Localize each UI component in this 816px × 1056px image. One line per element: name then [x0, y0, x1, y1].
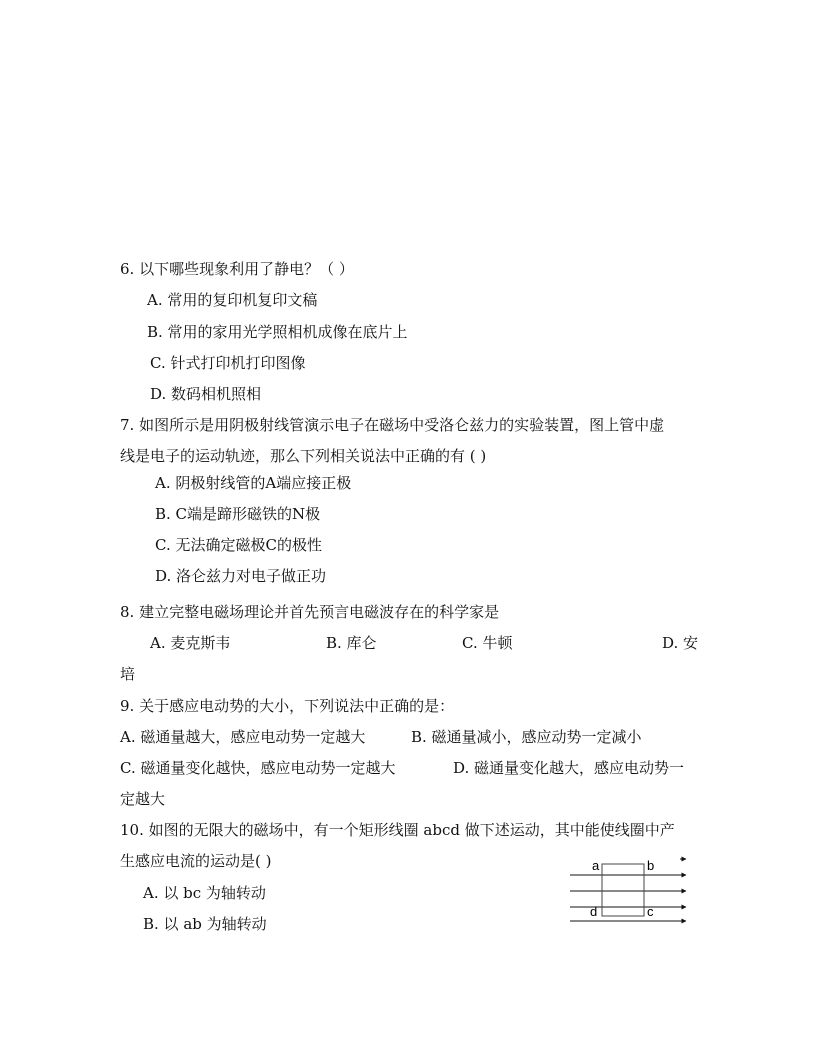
- q6-option-c: C. 针式打印机打印图像: [150, 354, 306, 372]
- q9-option-c: C. 磁通量变化越快，感应电动势一定越大: [120, 759, 396, 777]
- q6-option-b: B. 常用的家用光学照相机成像在底片上: [147, 323, 408, 341]
- q9-option-b: B. 磁通量减小，感应动势一定减小: [411, 728, 642, 746]
- q6-option-d: D. 数码相机照相: [150, 385, 262, 403]
- label-a: a: [592, 858, 600, 873]
- label-d: d: [590, 904, 598, 919]
- q8-option-a: A. 麦克斯韦: [150, 634, 231, 652]
- label-b: b: [647, 858, 655, 873]
- coil-in-magnetic-field-figure: [568, 852, 690, 926]
- q10-stem-line2: 生感应电流的运动是( ): [120, 852, 272, 870]
- q8-stem: 8. 建立完整电磁场理论并首先预言电磁波存在的科学家是: [120, 603, 500, 621]
- q10-option-a: A. 以 bc 为轴转动: [143, 884, 266, 902]
- q8-option-d-cont: 培: [120, 665, 136, 683]
- q8-option-b: B. 库仑: [326, 634, 377, 652]
- q7-option-b: B. C端是蹄形磁铁的N极: [155, 505, 321, 523]
- q10-option-b: B. 以 ab 为轴转动: [143, 915, 267, 933]
- q9-stem: 9. 关于感应电动势的大小，下列说法中正确的是：: [120, 697, 455, 715]
- q7-option-a: A. 阴极射线管的A端应接正极: [155, 474, 352, 492]
- label-c: c: [647, 904, 654, 919]
- q7-option-c: C. 无法确定磁极C的极性: [155, 536, 322, 554]
- q6-stem: 6. 以下哪些现象利用了静电？（ ）: [120, 260, 354, 278]
- q7-option-d: D. 洛仑兹力对电子做正功: [155, 567, 327, 585]
- coil-abcd: [602, 864, 644, 916]
- q8-option-d: D. 安: [662, 634, 699, 652]
- q7-stem-line2: 线是电子的运动轨迹，那么下列相关说法中正确的有 ( ): [120, 447, 487, 465]
- q8-option-c: C. 牛顿: [462, 634, 513, 652]
- q9-option-d: D. 磁通量变化越大，感应电动势一: [453, 759, 685, 777]
- q9-option-d-cont: 定越大: [120, 790, 166, 808]
- q7-stem-line1: 7. 如图所示是用阴极射线管演示电子在磁场中受洛仑兹力的实验装置，图上管中虚: [120, 416, 665, 434]
- q6-option-a: A. 常用的复印机复印文稿: [147, 291, 318, 309]
- q9-option-a: A. 磁通量越大，感应电动势一定越大: [120, 728, 366, 746]
- q10-stem-line1: 10. 如图的无限大的磁场中，有一个矩形线圈 abcd 做下述运动，其中能使线圈中产: [120, 821, 675, 839]
